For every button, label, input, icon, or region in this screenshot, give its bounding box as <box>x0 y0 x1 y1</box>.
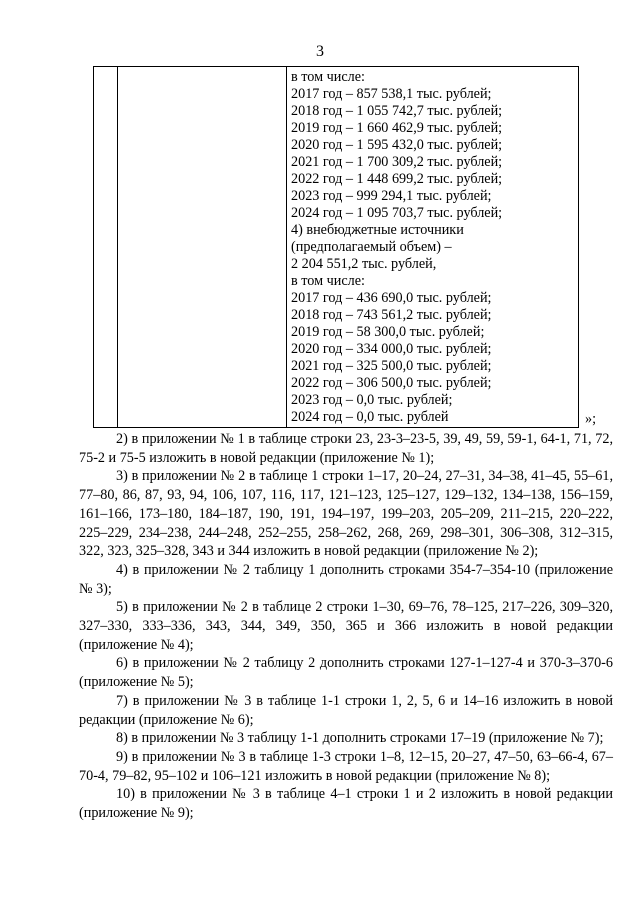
list-item: 5) в приложении № 2 в таблице 2 строки 1–30, 69–76, 78–125, 217–226, 309–320, 327–330, 333–336, 343, 344, 349, 350, 365 и 366 изложить в новой редакции (приложение № 4); <box>79 599 613 653</box>
table-line: 2 204 551,2 тыс. рублей, <box>291 256 437 272</box>
table-line: 2018 год – 1 055 742,7 тыс. рублей; <box>291 103 503 119</box>
table-line: 4) внебюджетные источники <box>291 222 464 238</box>
table-line: в том числе: <box>291 69 365 85</box>
page-number: 3 <box>316 43 324 60</box>
list-item: 9) в приложении № 3 в таблице 1-3 строки 1–8, 12–15, 20–27, 47–50, 63–66-4, 67–70-4, 79–82, 95–102 и 106–121 изложить в новой редакции (приложение № 8); <box>79 748 613 784</box>
table-line: 2018 год – 743 561,2 тыс. рублей; <box>291 307 492 323</box>
table-line: 2024 год – 0,0 тыс. рублей <box>291 409 449 425</box>
table-line: 2022 год – 1 448 699,2 тыс. рублей; <box>291 171 503 187</box>
list-item: 10) в приложении № 3 в таблице 4–1 строки 1 и 2 изложить в новой редакции (приложение № 9); <box>79 786 613 822</box>
table-line: 2024 год – 1 095 703,7 тыс. рублей; <box>291 205 503 221</box>
table-line: 2023 год – 999 294,1 тыс. рублей; <box>291 188 492 204</box>
table-column-divider <box>117 67 118 427</box>
table-line: 2020 год – 1 595 432,0 тыс. рублей; <box>291 137 503 153</box>
funding-cell <box>291 69 572 426</box>
table-line: 2021 год – 325 500,0 тыс. рублей; <box>291 358 492 374</box>
list-item: 7) в приложении № 3 в таблице 1-1 строки 1, 2, 5, 6 и 14–16 изложить в новой редакции (приложение № 6); <box>79 692 613 728</box>
table-line: 2021 год – 1 700 309,2 тыс. рублей; <box>291 154 503 170</box>
list-item: 4) в приложении № 2 таблицу 1 дополнить строками 354-7–354-10 (приложение № 3); <box>79 561 613 597</box>
list-item: 8) в приложении № 3 таблицу 1-1 дополнить строками 17–19 (приложение № 7); <box>116 730 604 747</box>
table-line: 2023 год – 0,0 тыс. рублей; <box>291 392 453 408</box>
table-line: 2022 год – 306 500,0 тыс. рублей; <box>291 375 492 391</box>
table-line: 2020 год – 334 000,0 тыс. рублей; <box>291 341 492 357</box>
table-line: в том числе: <box>291 273 365 289</box>
table-line: 2019 год – 58 300,0 тыс. рублей; <box>291 324 485 340</box>
table-column-divider <box>286 67 287 427</box>
list-item: 6) в приложении № 2 таблицу 2 дополнить строками 127-1–127-4 и 370-3–370-6 (приложение № 5); <box>79 655 613 691</box>
list-item: 2) в приложении № 1 в таблице строки 23, 23-3–23-5, 39, 49, 59, 59-1, 64-1, 71, 72, 75-2 и 75-5 изложить в новой редакции (приложение № 1); <box>79 431 613 466</box>
table-line: 2017 год – 436 690,0 тыс. рублей; <box>291 290 492 306</box>
list-item: 3) в приложении № 2 в таблице 1 строки 1–17, 20–24, 27–31, 34–38, 41–45, 55–61, 77–80, 86, 87, 93, 94, 106, 107, 116, 117, 121–123, 125–127, 129–132, 134–138, 156–159, 161–166, 173–180, 184–187, 190, 191, 194–197, 199–203, 205–209, 211–215, 220–222, 225–229, 234–238, 244–248, 252–255, 258–262, 268, 269, 298–301, 306–308, 312–315, 322, 323, 325–328, 343 и 344 изложить в новой редакции (приложение № 2); <box>79 468 613 560</box>
amendment-list <box>79 430 613 823</box>
table-line: 2019 год – 1 660 462,9 тыс. рублей; <box>291 120 503 136</box>
closing-quote-mark: »; <box>585 411 597 427</box>
funding-table <box>93 66 579 428</box>
table-line: (предполагаемый объем) – <box>291 239 452 255</box>
table-line: 2017 год – 857 538,1 тыс. рублей; <box>291 86 492 102</box>
